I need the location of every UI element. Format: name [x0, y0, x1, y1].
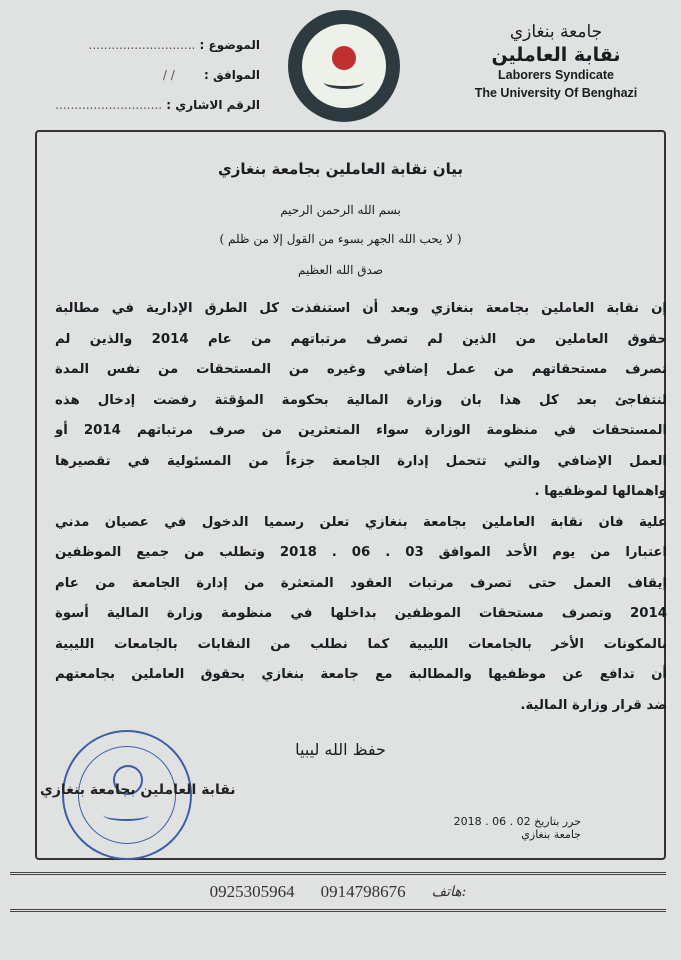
quran-verse: ( لا يحب الله الجهر بسوء من القول إلا من ظلم ) [219, 232, 462, 246]
body-line: حقوق العاملين من الذين لم تصرف مرتباتهم من عام 2014 والذين لم [55, 331, 667, 347]
body-line: العمل الإضافي والتي تتحمل إدارة الجامعة جزءاً من المسئولية في تقصيرها [55, 453, 667, 469]
subject-field: الموضوع : ............................ [88, 38, 260, 52]
syndicate-name-ar: نقابة العاملين [491, 44, 621, 66]
body-line: تصرف مستحقاتهم من عمل إضافي وغيره من المستحقات من نفس المدة [55, 362, 667, 377]
statement-body [55, 294, 667, 721]
signature-name: نقابة العاملين بجامعة بنغازي [40, 782, 236, 798]
body-line: بالمكونات الأخر بالجامعات الليبية كما نطلب من النقابات بالجامعات الليبية [55, 636, 667, 652]
syndicate-name-en: Laborers Syndicate [497, 68, 614, 82]
body-line: واهمالها لموظفيها . [534, 484, 667, 499]
reference-fields [40, 38, 260, 128]
body-line: ضد قرار وزارة المالية. [520, 697, 667, 713]
sadaq-line: صدق الله العظيم [297, 263, 384, 277]
reference-number-field: الرقم الاشاري : ............................ [55, 98, 260, 112]
issue-date: حرر بتاريخ 02 . 06 . 2018 [453, 815, 581, 828]
phone-footer [10, 872, 666, 912]
body-line: إن نقابة العاملين بجامعة بنغازي وبعد أن استنفذت كل الطرق الإدارية في مطالبة [55, 301, 667, 316]
date-field: الموافق : / / [162, 68, 260, 82]
body-line: 2014 وتصرف مستحقات الموظفين بداخلها في منظومة وزارة المالية أسوة [55, 606, 667, 621]
university-name-ar: جامعة بنغازي [509, 22, 603, 42]
people-book-icon [302, 24, 386, 108]
phone-label: هاتف: [431, 884, 467, 900]
phone-number: 0925305964 [209, 882, 295, 901]
body-line: المستحقات في منظومة الوزارة سواء المتعثرين من صرف مرتباتهم 2014 أو [55, 423, 667, 438]
university-name-en: The University Of Benghazi [474, 86, 638, 100]
phone-number: 0914798676 [320, 882, 406, 901]
letterhead-title [471, 22, 641, 102]
closing-line: حفظ الله ليبيا [295, 740, 386, 759]
syndicate-logo [288, 10, 400, 122]
body-line: إيقاف العمل حتى تصرف مرتبات العقود المتعثرة من إدارة الجامعة من عام [55, 575, 667, 591]
body-line: أن تدافع عن موظفيها والمطالبة مع جامعة بنغازي بحقوق العاملين بجامعتهم [55, 667, 667, 682]
issue-date-block [454, 815, 581, 841]
statement-title: بيان نقابة العاملين بجامعة بنغازي [218, 160, 463, 178]
issue-place: جامعة بنغازي [521, 828, 581, 841]
body-line: لنتفاجئ بعد كل هذا بان وزارة المالية بحكومة المؤقتة رفضت إدخال هذه [55, 392, 667, 408]
basmala: بسم الله الرحمن الرحيم [280, 203, 401, 217]
body-line: علية فان نقابة العاملين بجامعة بنغازي تعلن رسميا الدخول في عصيان مدني [55, 514, 667, 530]
body-line: اعتبارا من يوم الأحد الموافق 03 . 06 . 2018 وتطلب من جميع الموظفين [55, 545, 668, 560]
